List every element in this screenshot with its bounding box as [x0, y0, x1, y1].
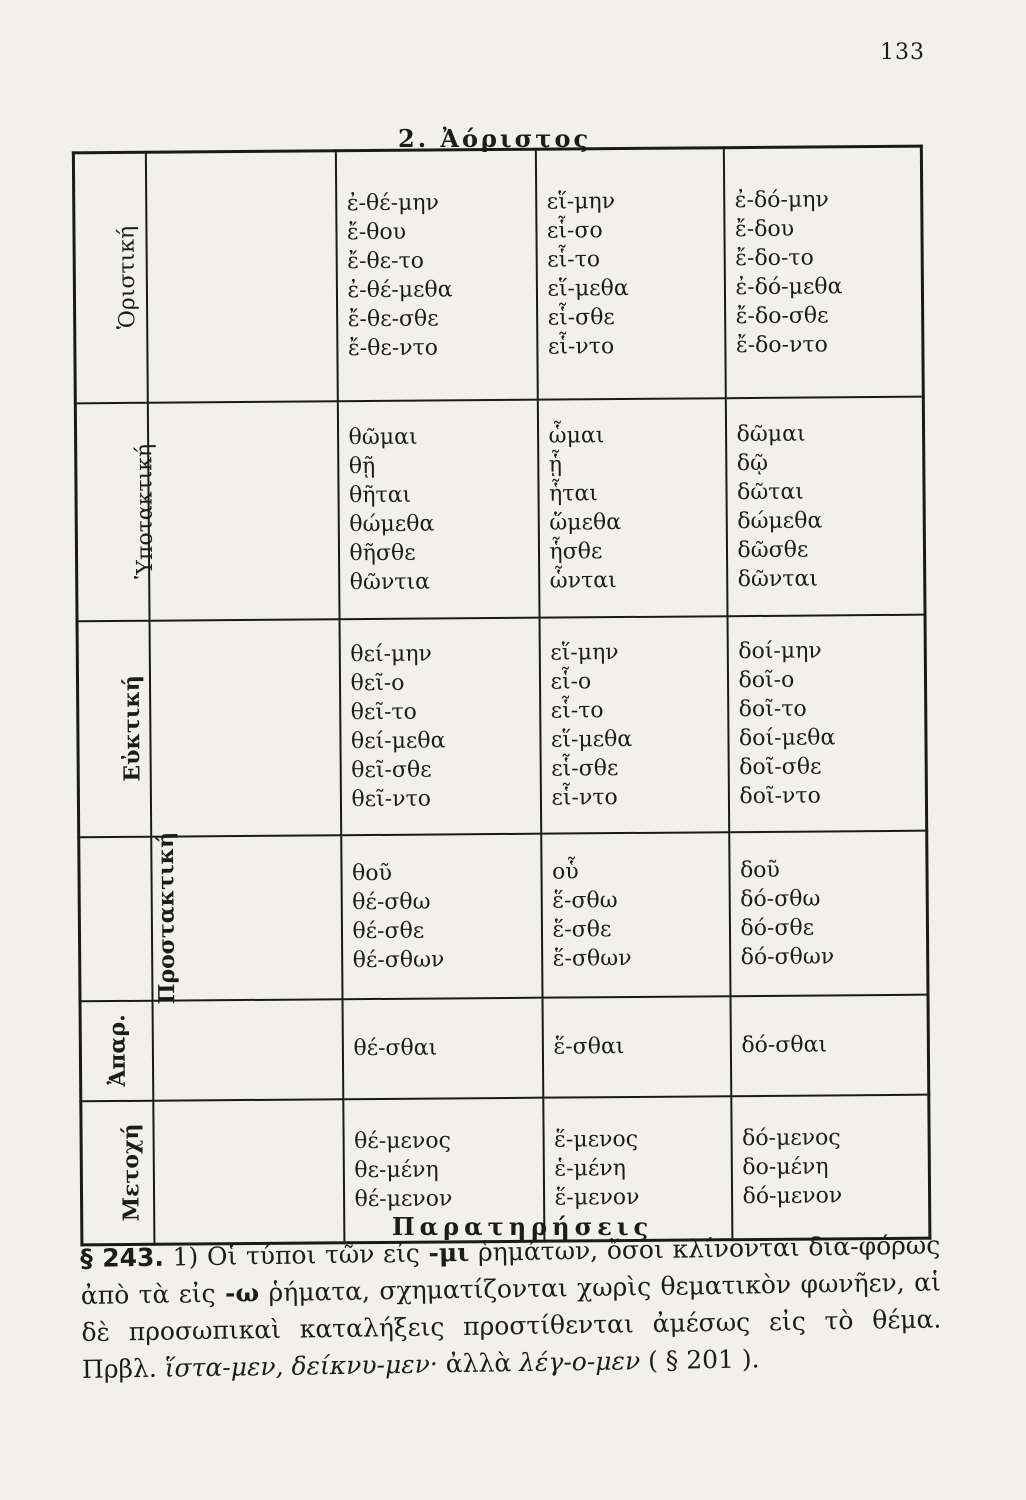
- verb-form: εἷ-σο: [546, 217, 603, 244]
- verb-form: ἔ-θε-το: [347, 248, 425, 274]
- verb-form: θέ-σθε: [352, 918, 425, 944]
- table-row: [77, 614, 927, 837]
- verb-form: δοῖ-το: [738, 696, 807, 722]
- verb-form: δό-μενον: [742, 1183, 843, 1209]
- table-row: [73, 146, 923, 403]
- form-cell-col2: [537, 398, 727, 617]
- verb-form: ἕ-σθε: [552, 916, 612, 943]
- form-cell-col3: [731, 1094, 930, 1240]
- verb-form: ἑ-μένη: [554, 1155, 626, 1182]
- paragraph-text-1: 1) Οἱ τύποι τῶν εἰς: [163, 1238, 429, 1272]
- verb-form: δό-σθων: [740, 943, 835, 970]
- verb-form: θεῖ-σθε: [351, 757, 432, 783]
- paragraph-text-4: ἀλλὰ: [437, 1348, 520, 1379]
- verb-form: δοί-μην: [738, 637, 822, 664]
- mood-cell: [79, 831, 181, 1005]
- verb-form: ἔ-θου: [346, 219, 407, 245]
- verb-form: δῶμαι: [736, 421, 806, 447]
- verb-form: εἵ-μεθα: [547, 275, 629, 302]
- empty-column-cell: [149, 619, 341, 836]
- verb-form: εἷ-ντο: [547, 333, 615, 360]
- suffix-mi: -μι: [428, 1237, 470, 1268]
- verb-form: ἐ-δό-μεθα: [735, 274, 843, 300]
- verb-form: εἷ-το: [547, 246, 601, 273]
- verb-form: θέ-σθων: [352, 946, 445, 973]
- verb-form: ἔ-δου: [734, 216, 795, 242]
- page-number: 133: [880, 40, 925, 65]
- verb-form: ὥμεθα: [549, 509, 622, 536]
- form-cell-col3: [723, 146, 923, 398]
- section-number: § 243.: [80, 1242, 165, 1273]
- verb-form: ἐ-δό-μην: [734, 187, 829, 213]
- verb-form: εἵ-μεθα: [550, 726, 633, 753]
- verb-form: δοῖ-ο: [738, 667, 795, 693]
- verb-form: ἔ-δο-σθε: [735, 303, 829, 329]
- verb-form: ἕ-μενον: [554, 1184, 640, 1211]
- example-forms-2: λέγ-ο-μεν: [518, 1346, 641, 1378]
- verb-form: εἵ-μην: [550, 639, 619, 666]
- mood-label: Ὁριστική: [114, 225, 141, 330]
- conjugation-table: [72, 145, 932, 1247]
- verb-form: θῆσθε: [349, 540, 416, 566]
- verb-form: θεῖ-ντο: [351, 786, 432, 812]
- verb-form: εἷ-ο: [550, 668, 592, 695]
- mood-label: Εὐκτική: [118, 675, 146, 782]
- form-cell-col1: [339, 617, 541, 835]
- verb-form: ἔ-δο-το: [735, 245, 814, 271]
- verb-form: δό-μενος: [742, 1125, 841, 1151]
- verb-form: ἐ-θέ-μην: [346, 190, 440, 216]
- table-row: [80, 994, 929, 1101]
- verb-form: δό-σθε: [740, 915, 815, 941]
- verb-form: δοῦ: [739, 857, 780, 883]
- form-cell-col2: [541, 832, 730, 997]
- section-title: 2. Ἀόριστος: [398, 124, 592, 153]
- section-243-paragraph: [80, 1226, 942, 1387]
- mood-cell: [77, 620, 151, 837]
- form-cell-col2: [535, 148, 725, 399]
- verb-form: δο-μένη: [742, 1154, 829, 1180]
- verb-form: θέ-σθαι: [353, 1035, 438, 1062]
- verb-form: δό-σθαι: [741, 1032, 828, 1059]
- verb-form: θέ-σθω: [352, 889, 431, 915]
- verb-form: δῶνται: [737, 566, 819, 592]
- verb-form: εἷ-ντο: [551, 784, 618, 811]
- paragraph-text-5: ( § 201 ).: [639, 1344, 760, 1376]
- verb-form: ᾗ: [548, 452, 563, 478]
- verb-form: εἷ-σθε: [547, 304, 615, 331]
- mood-label: Προστακτική: [152, 831, 181, 1005]
- mood-cell: [75, 402, 159, 621]
- empty-column-cell: [153, 1099, 344, 1244]
- table-row: [75, 396, 925, 621]
- verb-form: θεῖ-ο: [350, 670, 405, 696]
- verb-form: θώμεθα: [349, 511, 435, 537]
- verb-form: θῇ: [348, 453, 376, 479]
- verb-form: εἵ-μην: [546, 188, 616, 215]
- mood-label: Μετοχή: [117, 1123, 145, 1222]
- form-cell-col3: [727, 614, 927, 832]
- form-cell-col1: [341, 833, 542, 999]
- form-cell-col3: [730, 994, 929, 1096]
- verb-form: δοί-μεθα: [738, 724, 836, 751]
- empty-column-cell: [152, 999, 343, 1100]
- verb-form: ὧνται: [549, 567, 617, 594]
- form-cell-col1: [335, 149, 537, 401]
- verb-form: ἧται: [548, 480, 598, 507]
- form-cell-col3: [725, 396, 925, 616]
- form-cell-col1: [342, 997, 543, 1099]
- mood-cell: [80, 1000, 153, 1101]
- verb-form: θεῖ-το: [350, 699, 417, 725]
- verb-form: ἔ-δο-ντο: [735, 332, 828, 358]
- suffix-o: -ω: [224, 1278, 260, 1308]
- verb-form: ἕ-μενος: [554, 1126, 639, 1153]
- verb-form: θέ-μενον: [354, 1186, 453, 1212]
- verb-form: θεί-μην: [350, 641, 432, 667]
- verb-form: θε-μένη: [354, 1157, 439, 1183]
- verb-form: εἷ-σθε: [551, 755, 619, 782]
- verb-form: δοῖ-σθε: [739, 753, 822, 780]
- verb-form: ἧσθε: [549, 538, 603, 565]
- example-forms-1: ἵστα-μεν, δείκνυ-μεν·: [164, 1349, 439, 1383]
- empty-column-cell: [145, 151, 337, 402]
- verb-form: δῶσθε: [737, 537, 809, 563]
- verb-form: θῶμαι: [348, 424, 418, 450]
- mood-cell: [73, 152, 147, 403]
- empty-column-cell: [147, 401, 339, 620]
- paragraph-text-2: ῥημάτων, ὅσοι κλίνονται δια-φόρως ἀπὸ τὰ εἰς: [80, 1230, 941, 1310]
- verb-form: δώμεθα: [737, 507, 823, 534]
- verb-form: ὧμαι: [548, 422, 605, 449]
- verb-form: ἐ-θέ-μεθα: [347, 277, 453, 303]
- conjugation-table-wrapper: [72, 145, 928, 1222]
- verb-form: θοῦ: [351, 860, 392, 886]
- form-cell-col2: [542, 996, 731, 1097]
- verb-form: οὗ: [551, 858, 579, 885]
- mood-label: Ἀπαρ.: [104, 1014, 131, 1087]
- verb-form: δοῖ-ντο: [739, 782, 821, 809]
- form-cell-col1: [337, 399, 539, 619]
- verb-form: θέ-μενος: [354, 1128, 451, 1154]
- verb-form: θεί-μεθα: [350, 727, 446, 754]
- verb-form: θῆται: [348, 482, 412, 508]
- verb-form: δῶται: [736, 479, 804, 505]
- verb-form: εἷ-το: [550, 697, 604, 724]
- mood-label: Ὑποτακτική: [132, 443, 159, 579]
- verb-form: δό-σθω: [740, 885, 821, 912]
- verb-form: ἔ-θε-ντο: [347, 335, 439, 361]
- verb-form: δῷ: [736, 450, 769, 476]
- paragraph-text-3: ῥήματα, σχηματίζονται χωρὶς θεματικὸν φωνῆεν, αἱ δὲ προσωπικαὶ καταλήξεις προστίθενται ἀμέσως εἰς τὸ θέμα. Πρβλ.: [81, 1267, 942, 1384]
- verb-form: ἕ-σθω: [552, 887, 618, 914]
- verb-form: ἔ-θε-σθε: [347, 306, 439, 332]
- mood-cell: [81, 1100, 154, 1245]
- form-cell-col3: [729, 830, 928, 996]
- notes-heading: Παρατηρήσεις: [392, 1212, 654, 1241]
- verb-form: ἕ-σθαι: [553, 1034, 625, 1060]
- form-cell-col2: [539, 616, 729, 833]
- verb-form: ἕ-σθων: [552, 945, 632, 972]
- verb-form: θῶντια: [349, 569, 431, 595]
- table-row: [79, 830, 928, 1001]
